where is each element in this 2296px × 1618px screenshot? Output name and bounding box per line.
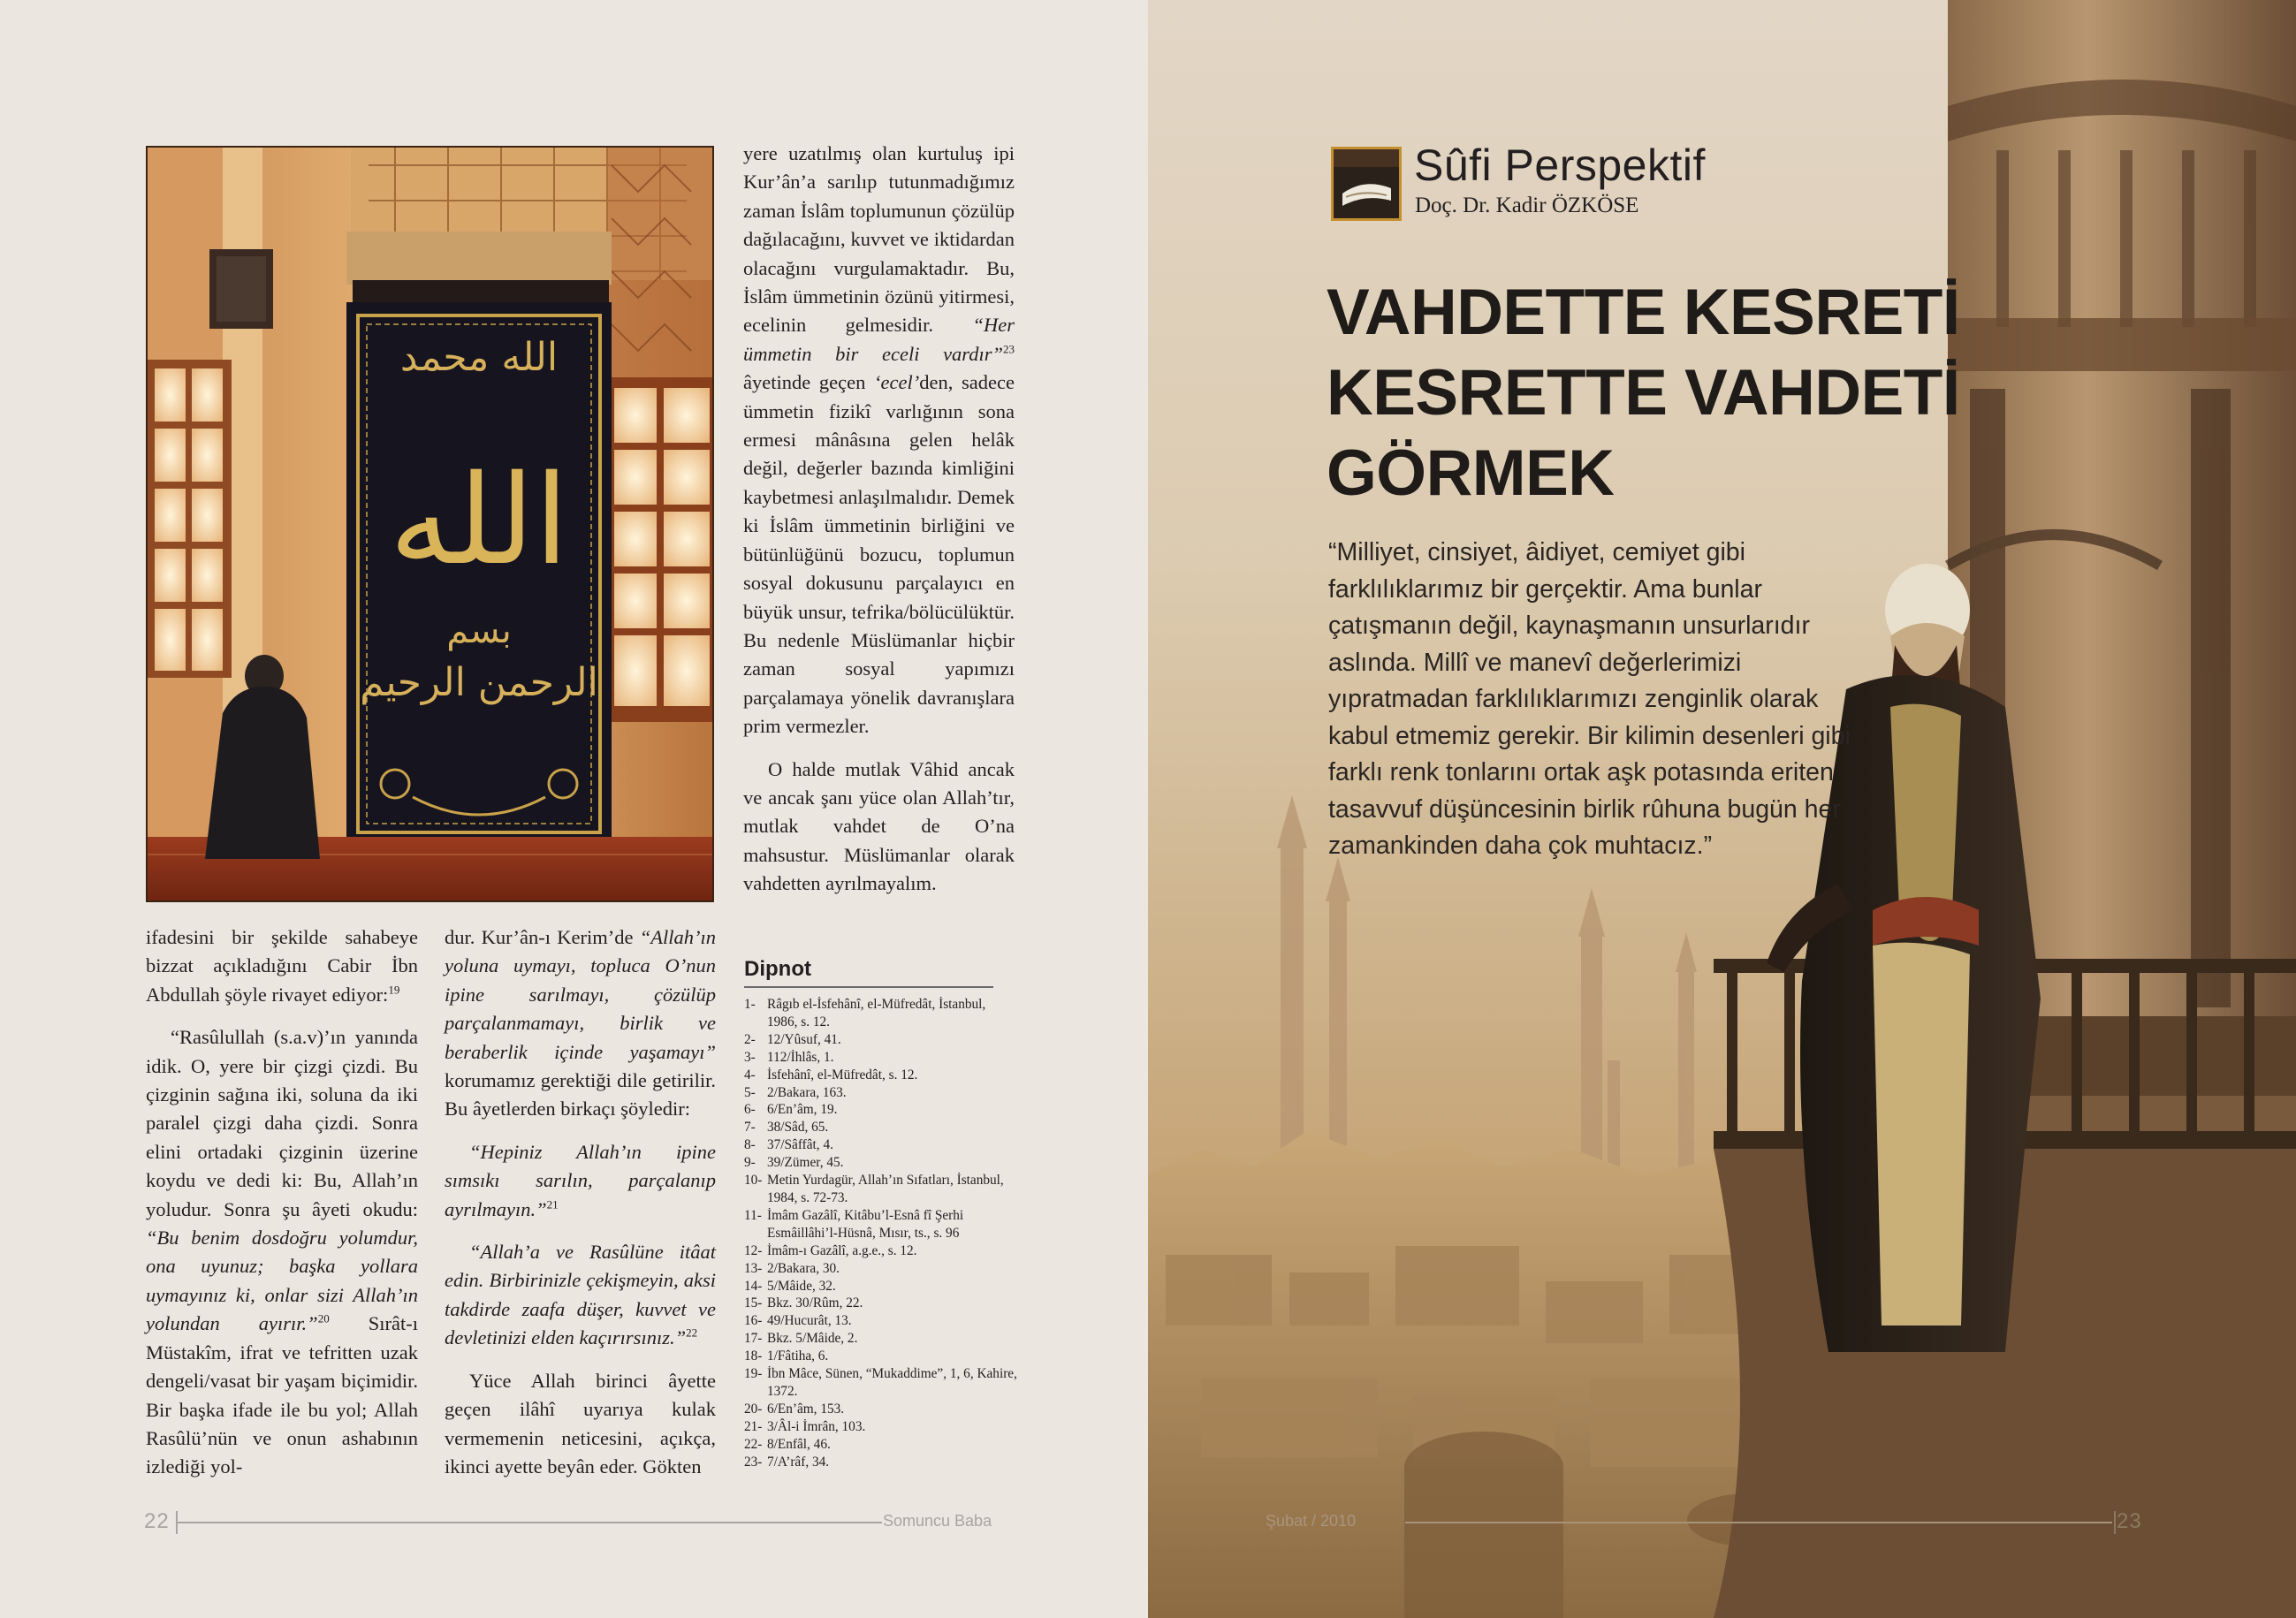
footnote-text: 112/İhlâs, 1.: [767, 1049, 834, 1065]
column1-paragraph-2: “Rasûlullah (s.a.v)’ın yanında idik. O, yere bir çizgi çizdi. Bu çizginin sağına iki, soluna da iki paralel çizgi daha çizdi. Sonra elini ortadaki çizginin üzerine koydu ve dedi ki: Bu, Allah’ın yoludur. Sonra şu âyeti okudu: “Bu benim dosdoğru yolumdur, ona uyunuz; başka yollara uymayınız ki, onlar sizi Allah’ın yolundan ayırır.”$^{20}$ Sırât-ı Müstakîm, ifrat ve tefritten uzak dengeli/vasat bir yaşam biçimidir. Bir başka ifade ile bu yol; Allah Rasûlü’nün ve onun ashabının izlediği yol-: [146, 1026, 418, 1478]
column2-quote-2: “Allah’a ve Rasûlüne itâat edin. Birbirinizle çekişmeyin, aksi takdirde zaafa düşer, kuvvet ve devletinizi elden kaçırırsınız.”$^{22}$: [445, 1241, 716, 1349]
section-icon: [1331, 147, 1402, 221]
footnote-number: 3-: [744, 1049, 756, 1065]
lead-quote: “Milliyet, cinsiyet, âidiyet, cemiyet gibi farklılıklarımız bir gerçektir. Ama bunlar çatışmanın değil, kaynaşmanın unsurlarıdır aslında. Millî ve manevî değerlerimizi yıpratmadan farklılıklarımızı zenginlik olarak kabul etmemiz gerekir. Bir kilimin desenleri gibi farklı renk tonlarını ortak aşk potasında eriten tasavvuf düşüncesinin birlik rûhuna bugün her zamankinden daha çok muhtacız.”: [1328, 538, 1851, 860]
column3-paragraph-2: O halde mutlak Vâhid ancak ve ancak şanı yüce olan Allah’tır, mutlak vahdet de O’na mahsustur. Müslümanlar olarak vahdetten ayrılmayalım.: [743, 757, 1015, 895]
footnote-number: 16-: [744, 1313, 763, 1329]
footnote-item: [744, 1454, 1018, 1471]
footnote-item: [744, 1172, 1018, 1207]
footnote-number: 12-: [744, 1242, 763, 1258]
footnote-item: [744, 1136, 1018, 1154]
section-title: Sûfi Perspektif: [1414, 141, 1706, 190]
footnote-number: 1-: [744, 997, 756, 1012]
mosque-interior-photo: [146, 146, 714, 902]
author-name: Doç. Dr. Kadir ÖZKÖSE: [1415, 194, 1639, 217]
footnote-number: 17-: [744, 1331, 763, 1347]
magazine-name: Somuncu Baba: [883, 1512, 992, 1530]
footnote-text: 3/Âl-i İmrân, 103.: [767, 1418, 866, 1434]
footnote-item: [744, 1260, 1018, 1278]
footnote-number: 23-: [744, 1454, 763, 1470]
footnote-text: 38/Sâd, 65.: [767, 1120, 829, 1136]
page-number-right: 23: [2117, 1509, 2142, 1533]
footnotes-divider: [744, 986, 993, 988]
footnote-text: Metin Yurdagür, Allah’ın Sıfatları, İstanbul, 1984, s. 72-73.: [767, 1173, 1004, 1205]
footnote-text: İsfehânî, el-Müfredât, s. 12.: [767, 1067, 918, 1082]
svg-text:الله: الله: [389, 449, 569, 593]
footnote-text: Bkz. 5/Mâide, 2.: [767, 1331, 858, 1347]
footnote-item: [744, 1119, 1018, 1136]
issue-date: Şubat / 2010: [1266, 1512, 1357, 1530]
footnote-item: [744, 1365, 1018, 1401]
svg-text:الرحمن الرحيم: الرحمن الرحيم: [360, 660, 598, 705]
footnote-text: İmâm Gazâlî, Kitâbu’l-Esnâ fî Şerhi Esmâillâhi’l-Hüsnâ, Mısır, ts., s. 96: [767, 1207, 964, 1241]
footnote-text: Râgıb el-İsfehânî, el-Müfredât, İstanbul, 1986, s. 12.: [767, 997, 986, 1029]
footer-rule: [177, 1522, 882, 1523]
footnote-text: 6/En’âm, 153.: [767, 1401, 845, 1417]
footnote-item: [744, 1418, 1018, 1436]
footnote-number: 4-: [744, 1067, 756, 1082]
footnote-text: 37/Sâffât, 4.: [767, 1137, 833, 1153]
footnote-item: [744, 1436, 1018, 1454]
footnote-number: 8-: [744, 1137, 756, 1153]
column1-paragraph-1: ifadesini bir şekilde sahabeye bizzat açıkladığını Cabir İbn Abdullah şöyle rivayet ediyor:$^{19}$: [146, 926, 418, 1006]
footnote-item: [744, 1348, 1018, 1365]
footnote-text: İbn Mâce, Sünen, “Mukaddime”, 1, 6, Kahire, 1372.: [767, 1366, 1017, 1399]
footnote-item: [744, 1067, 1018, 1084]
footnote-text: 6/En’âm, 19.: [767, 1102, 838, 1118]
footnote-number: 11-: [744, 1207, 762, 1223]
footnotes-title: Dipnot: [744, 957, 811, 981]
footnote-item: [744, 1312, 1018, 1330]
footnote-number: 7-: [744, 1120, 756, 1136]
footnote-number: 18-: [744, 1348, 763, 1364]
headline-line-2: KESRETTE VAHDETİ: [1327, 357, 1960, 429]
footnote-text: 39/Zümer, 45.: [767, 1155, 844, 1171]
footnote-number: 13-: [744, 1260, 763, 1276]
footnote-number: 5-: [744, 1084, 756, 1100]
article-column-3: [743, 140, 1015, 899]
footnote-number: 22-: [744, 1436, 763, 1452]
footnote-item: [744, 1401, 1018, 1418]
footnote-text: 2/Bakara, 30.: [767, 1260, 840, 1276]
footnote-text: İmâm-ı Gazâlî, a.g.e., s. 12.: [767, 1242, 917, 1258]
column2-paragraph-1: dur. Kur’ân-ı Kerim’de “Allah’ın yoluna uymayı, topluca O’nun ipine sarılmayı, çözülüp parçalanmamayı, birlik ve beraberlik içinde yaşamayı” korumamız gerektiği dile getirilir. Bu âyetlerden birkaçı şöyledir:: [445, 926, 716, 1120]
footnote-item: [744, 1295, 1018, 1312]
article-column-2: [445, 923, 716, 1481]
footnote-text: 2/Bakara, 163.: [767, 1084, 847, 1100]
footnote-item: [744, 1049, 1018, 1067]
footer-rule-right: [1405, 1522, 2112, 1523]
footnote-number: 14-: [744, 1278, 763, 1294]
page-number: 22: [144, 1509, 170, 1533]
footnote-text: 12/Yûsuf, 41.: [767, 1031, 841, 1047]
footnote-text: 8/Enfâl, 46.: [767, 1436, 831, 1452]
footnote-item: [744, 1031, 1018, 1049]
footnote-item: [744, 1084, 1018, 1102]
article-column-1: [146, 923, 418, 1482]
footnote-number: 21-: [744, 1418, 763, 1434]
footnote-item: [744, 996, 1018, 1031]
footnote-text: 7/A’râf, 34.: [767, 1454, 830, 1470]
footnote-text: 1/Fâtiha, 6.: [767, 1348, 829, 1364]
footnote-item: [744, 1207, 1018, 1242]
headline-line-3: GÖRMEK: [1327, 437, 1615, 509]
column3-paragraph-1: yere uzatılmış olan kurtuluş ipi Kur’ân’a sarılıp tutunmadığımız zaman İslâm toplumunun çözülüp dağılacağını, kuvvet ve iktidardan olacağını vurgulamaktadır. Bu, İslâm ümmetinin özünü yitirmesi, ecelinin gelmesidir. “Her ümmetin bir eceli vardır”$^{23}$ âyetinde geçen ‘ecel’den, sadece ümmetin fizikî varlığının sona ermesi mânâsına gelen helâk değil, değerler bazında kimliğini kaybetmesi anlaşılmalıdır. Demek ki İslâm ümmetinin birliğini ve bütünlüğünü bozucu, toplumun sosyal dokusunu parçalayıcı en büyük unsur, tefrika/bölücülüktür. Bu nedenle Müslümanlar hiçbir zaman sosyal yapımızı parçalamaya yönelik davranışlara prim vermezler.: [743, 142, 1015, 738]
footnote-number: 19-: [744, 1366, 763, 1382]
footnote-item: [744, 1278, 1018, 1295]
footnotes-list: [744, 996, 1018, 1470]
footnote-item: [744, 1330, 1018, 1348]
headline-line-1: VAHDETTE KESRETİ: [1327, 277, 1960, 348]
footnote-number: 6-: [744, 1102, 756, 1118]
footnote-text: 49/Hucurât, 13.: [767, 1313, 852, 1329]
footnote-number: 9-: [744, 1155, 756, 1171]
article-headline: [1327, 272, 1998, 513]
svg-text:بسم: بسم: [446, 611, 512, 651]
footnote-text: 5/Mâide, 32.: [767, 1278, 836, 1294]
footnote-item: [744, 1154, 1018, 1172]
footnote-number: 10-: [744, 1173, 763, 1189]
footnote-text: Bkz. 30/Rûm, 22.: [767, 1295, 863, 1311]
footnote-number: 15-: [744, 1295, 763, 1311]
footnote-item: [744, 1242, 1018, 1260]
footnote-item: [744, 1101, 1018, 1119]
footnote-number: 2-: [744, 1031, 756, 1047]
footnote-number: 20-: [744, 1401, 763, 1417]
svg-text:الله محمد: الله محمد: [399, 335, 559, 380]
column2-paragraph-4: Yüce Allah birinci âyette geçen ilâhî uyarıya kulak vermemenin neticesini, açıkça, ikinci ayette beyân eder. Gökten: [445, 1369, 716, 1477]
folio-separator-right: [2114, 1511, 2116, 1534]
column2-quote-1: “Hepiniz Allah’ın ipine sımsıkı sarılın, parçalanıp ayrılmayın.”$^{21}$: [445, 1140, 716, 1220]
